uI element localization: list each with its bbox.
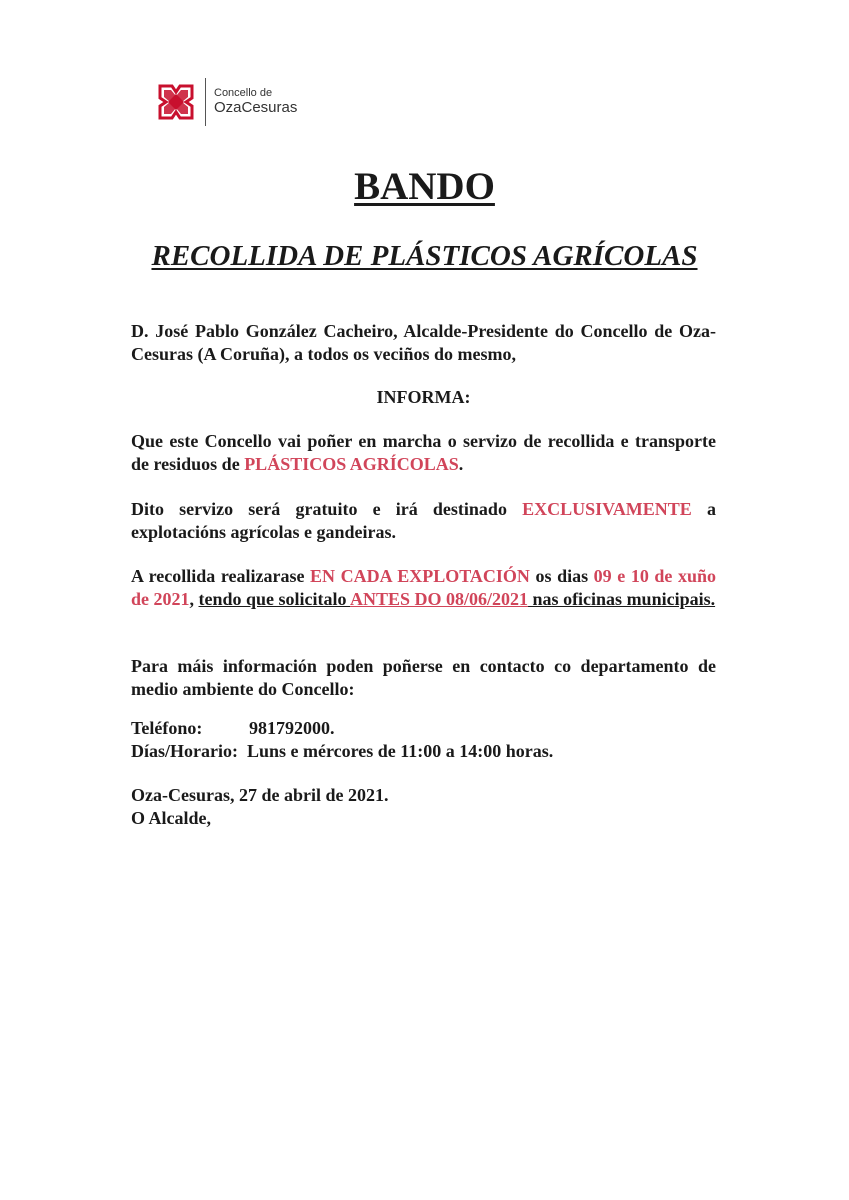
paragraph-free-service [131,498,716,544]
p1-text-b: . [458,454,464,474]
phone-label: Teléfono: [131,718,203,738]
p1-highlight: PLÁSTICOS AGRÍCOLAS [244,454,459,474]
p2-text-b: a explotacións agrícolas e gandeiras. [131,499,716,542]
phone-value: 981792000. [249,718,335,738]
document-title: BANDO [354,165,495,208]
closing-signature: O Alcalde, [131,808,211,828]
p2-text-a: Dito servizo será gratuito e irá destinado [131,499,523,519]
p3-highlight-location: EN CADA EXPLOTACIÓN [310,566,530,586]
concello-logo [158,76,297,128]
p3-text-a: A recollida realizarase [131,566,311,586]
hours-label: Días/Horario: [131,741,238,761]
p3-text-c: , [189,589,199,609]
p3-highlight-deadline: ANTES DO 08/06/2021 [350,589,529,609]
closing-place-date: Oza-Cesuras, 27 de abril de 2021. [131,785,389,805]
concello-emblem-icon [158,84,194,120]
p1-text-a: Que este Concello vai poñer en marcha o servizo de recollida e transporte de residuos de [131,431,716,474]
contact-hours [131,740,553,763]
p3-underlined-b: nas oficinas municipais. [528,589,716,609]
logo-text [214,88,297,115]
p2-highlight: EXCLUSIVAMENTE [522,499,692,519]
paragraph-collection-dates [131,565,716,611]
logo-line1: Concello de [214,87,273,100]
hours-value: Luns e mércores de 11:00 a 14:00 horas. [246,741,554,761]
paragraph-service [131,430,716,476]
contact-phone [131,717,335,740]
intro-paragraph: D. José Pablo González Cacheiro, Alcalde-Presidente do Concello de Oza-Cesuras (A Coruña), a todos os veciños do mesmo, [131,321,716,364]
logo-line2: OzaCesuras [214,98,298,116]
paragraph-more-info: Para máis información poden poñerse en contacto co departamento de medio ambiente do Concello: [131,656,716,699]
document-subtitle: RECOLLIDA DE PLÁSTICOS AGRÍCOLAS [151,240,698,272]
informa-heading: INFORMA: [376,387,471,407]
p3-highlight-dates: 09 e 10 de xuño de 2021 [131,566,717,609]
p3-underlined-a: tendo que solicitalo [198,589,351,609]
logo-divider [205,78,206,126]
p3-text-b: os dias [529,566,594,586]
